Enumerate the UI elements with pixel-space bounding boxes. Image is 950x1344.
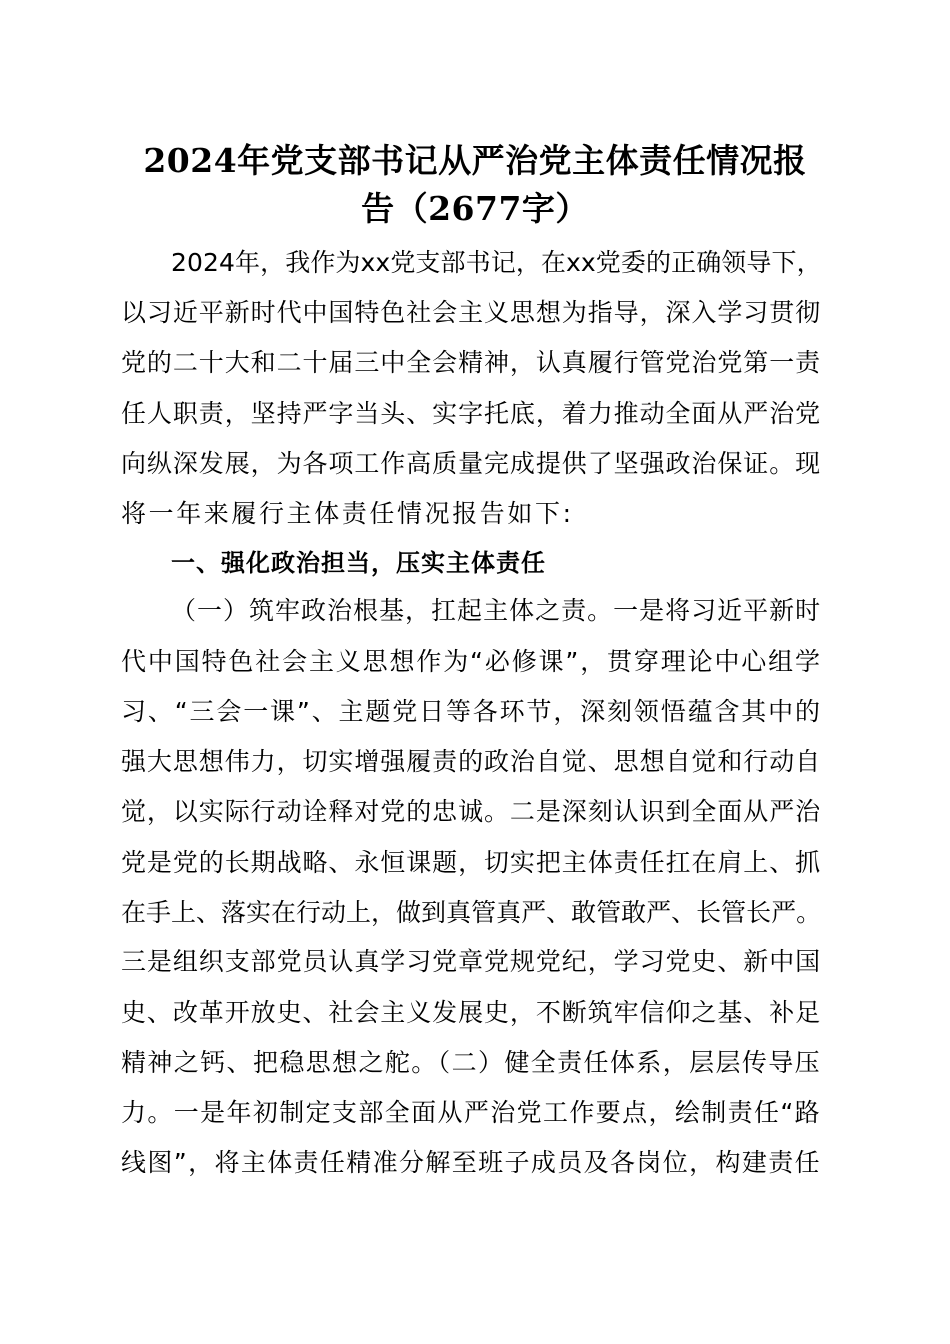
body-line-4: 强大思想伟力，切实增强履责的政治自觉、思想自觉和行动自 <box>121 747 821 776</box>
intro-line-5: 向纵深发展，为各项工作高质量完成提供了坚强政治保证。现 <box>121 449 821 478</box>
document-title-line-1: 2024年党支部书记从严治党主体责任情况报 <box>143 141 807 180</box>
intro-line-6: 将一年来履行主体责任情况报告如下: <box>121 499 574 528</box>
body-line-2: 代中国特色社会主义思想作为“必修课”，贯穿理论中心组学 <box>121 647 822 676</box>
body-line-8: 三是组织支部党员认真学习党章党规党纪，学习党史、新中国 <box>121 947 821 976</box>
body-line-1: （一）筑牢政治根基，扛起主体之责。一是将习近平新时 <box>171 596 821 625</box>
body-line-9: 史、改革开放史、社会主义发展史，不断筑牢信仰之基、补足 <box>121 998 821 1027</box>
intro-line-3: 党的二十大和二十届三中全会精神，认真履行管党治党第一责 <box>121 348 821 377</box>
intro-line-2: 以习近平新时代中国特色社会主义思想为指导，深入学习贯彻 <box>121 298 821 327</box>
body-line-3: 习、“三会一课”、主题党日等各环节，深刻领悟蕴含其中的 <box>121 697 822 726</box>
body-line-10: 精神之钙、把稳思想之舵。（二）健全责任体系，层层传导压 <box>121 1048 821 1077</box>
intro-line-1: 2024年，我作为xx党支部书记，在xx党委的正确领导下， <box>171 248 822 277</box>
body-line-7: 在手上、落实在行动上，做到真管真严、敢管敢严、长管长严。 <box>121 898 821 927</box>
section-heading: 一、强化政治担当，压实主体责任 <box>171 549 546 577</box>
intro-line-4: 任人职责，坚持严字当头、实字托底，着力推动全面从严治党 <box>121 399 821 428</box>
body-line-12: 线图”，将主体责任精准分解至班子成员及各岗位，构建责任 <box>121 1148 821 1177</box>
body-line-5: 觉，以实际行动诠释对党的忠诚。二是深刻认识到全面从严治 <box>121 797 821 826</box>
document-title-line-2: 告（2677字） <box>361 189 589 228</box>
body-line-6: 党是党的长期战略、永恒课题，切实把主体责任扛在肩上、抓 <box>121 848 821 877</box>
body-line-11: 力。一是年初制定支部全面从严治党工作要点，绘制责任“路 <box>121 1098 821 1127</box>
